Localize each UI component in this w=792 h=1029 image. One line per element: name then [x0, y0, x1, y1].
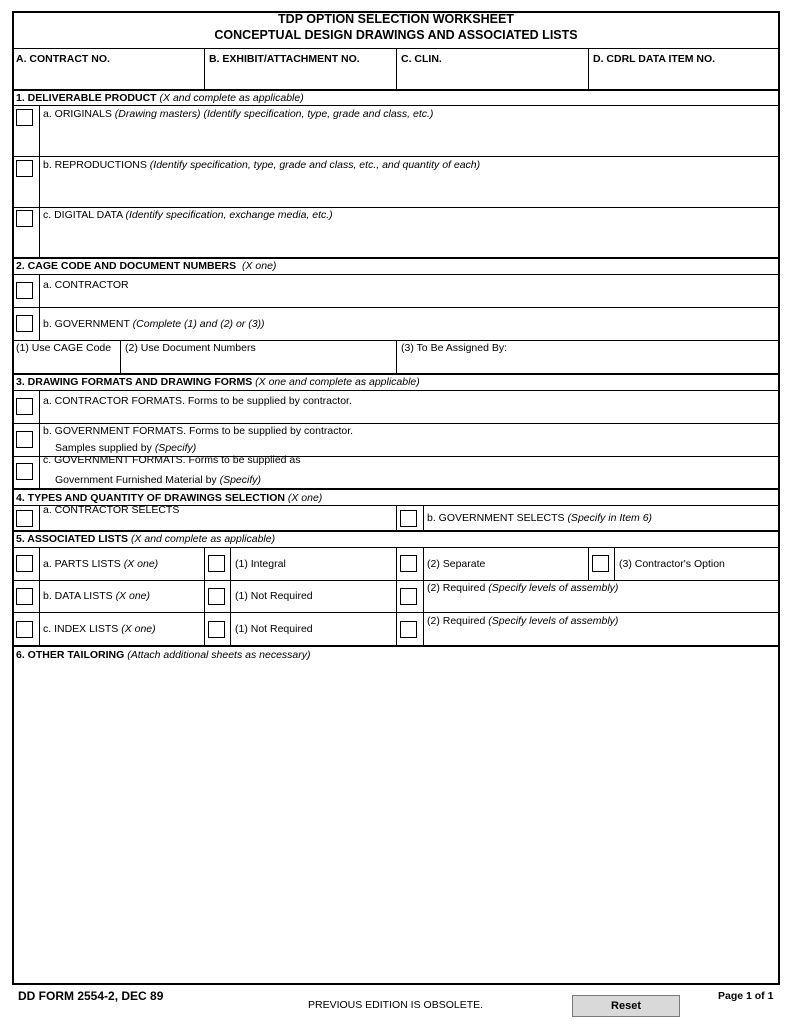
s5c2-input[interactable]: [427, 629, 776, 643]
s5c2-label: [427, 615, 618, 627]
s5c2-checkbox[interactable]: [400, 621, 417, 638]
s2b-checkbox[interactable]: [16, 315, 33, 332]
s5b-text: b. DATA LISTS: [43, 590, 113, 602]
rule-s1b: [12, 207, 780, 208]
s5a-note: (X one): [123, 558, 159, 570]
s2-heading: [16, 260, 276, 272]
s5b-label: [43, 590, 150, 602]
rule-s4: [12, 530, 780, 532]
contract-no-input[interactable]: [16, 68, 200, 86]
rule-s2-head: [12, 274, 780, 275]
s5a-label: [43, 558, 158, 570]
reset-button[interactable]: Reset: [572, 995, 680, 1017]
exhibit-no-input[interactable]: [209, 68, 393, 86]
cdrl-item-input[interactable]: [593, 68, 776, 86]
divider-top-bc: [396, 48, 397, 89]
divider-top-cd: [588, 48, 589, 89]
s6-note: (Attach additional sheets as necessary): [127, 649, 311, 661]
s2a-checkbox[interactable]: [16, 282, 33, 299]
s1c-label: [43, 209, 333, 221]
form-id: DD FORM 2554-2, DEC 89: [18, 989, 164, 1003]
s4-note: (X one): [287, 492, 323, 504]
s3-note: (X one and complete as applicable): [255, 376, 420, 388]
s5b1-label: (1) Not Required: [235, 590, 313, 602]
s2-note: (X one): [241, 260, 277, 272]
s4a-label: a. CONTRACTOR SELECTS: [43, 504, 180, 516]
s5c-checkbox[interactable]: [16, 621, 33, 638]
s5-note: (X and complete as applicable): [130, 533, 276, 545]
s4a-checkbox[interactable]: [16, 510, 33, 527]
cdrl-item-label: D. CDRL DATA ITEM NO.: [593, 53, 716, 65]
s2-doc-numbers-input[interactable]: [125, 356, 393, 371]
s5c-text: c. INDEX LISTS: [43, 623, 119, 635]
s3b-samples-note: (Specify): [154, 442, 197, 454]
s2-cage-code-label: (1) Use CAGE Code: [16, 342, 112, 354]
s5c1-label: (1) Not Required: [235, 623, 313, 635]
s5c2-note: (Specify levels of assembly): [488, 615, 619, 627]
s5a3-label: (3) Contractor's Option: [619, 558, 725, 570]
s3b-samples-input[interactable]: [205, 441, 776, 455]
divider-s5-c: [230, 547, 231, 645]
s3b-label: b. GOVERNMENT FORMATS. Forms to be supplied by contractor.: [43, 425, 354, 437]
s2-assigned-by-input[interactable]: [513, 342, 776, 357]
rule-s3-head: [12, 390, 780, 391]
s1-note: (X and complete as applicable): [159, 92, 304, 104]
s5c-label: [43, 623, 156, 635]
s3c-gfm-label: [55, 474, 261, 486]
s1b-note: (Identify specification, type, grade and class, etc., and quantity of each): [149, 159, 481, 171]
s3c-gfm-note: (Specify): [219, 474, 262, 486]
divider-s2c-23: [396, 340, 397, 373]
form-title-line1: TDP OPTION SELECTION WORKSHEET: [278, 12, 514, 26]
divider-s4-right: [423, 505, 424, 530]
s1a-input[interactable]: [43, 122, 776, 153]
s4-heading: [16, 492, 322, 504]
s1c-text: c. DIGITAL DATA: [43, 209, 123, 221]
s5-title: 5. ASSOCIATED LISTS: [16, 533, 129, 545]
s1c-input[interactable]: [43, 223, 776, 254]
s2b-note: (Complete (1) and (2) or (3)): [132, 318, 265, 330]
clin-input[interactable]: [401, 68, 585, 86]
exhibit-no-label: B. EXHIBIT/ATTACHMENT NO.: [209, 53, 360, 65]
s1-title: 1. DELIVERABLE PRODUCT: [16, 92, 157, 104]
rule-s3a: [12, 423, 780, 424]
s2a-input[interactable]: [43, 291, 776, 305]
s5c-note: (X one): [121, 623, 156, 635]
s1c-checkbox[interactable]: [16, 210, 33, 227]
rule-s5c: [12, 645, 780, 647]
s3c-gfm-text: Government Furnished Material by: [55, 474, 217, 486]
s2-doc-numbers-label: (2) Use Document Numbers: [125, 342, 256, 354]
form-title-line2: CONCEPTUAL DESIGN DRAWINGS AND ASSOCIATED LISTS: [214, 28, 578, 42]
rule-s1c: [12, 257, 780, 259]
s5b1-checkbox[interactable]: [208, 588, 225, 605]
s6-title: 6. OTHER TAILORING: [16, 649, 125, 661]
s5a1-label: (1) Integral: [235, 558, 286, 570]
s1a-note: (Drawing masters) (Identify specification, type, grade and class, etc.): [114, 108, 434, 120]
s1b-checkbox[interactable]: [16, 160, 33, 177]
contract-no-label: A. CONTRACT NO.: [16, 53, 110, 65]
s3-heading: [16, 376, 420, 388]
s4b-note: (Specify in Item 6): [567, 512, 653, 524]
s4b-label: [427, 512, 652, 524]
s5b2-note: (Specify levels of assembly): [488, 582, 619, 594]
divider-s2: [39, 274, 40, 340]
s5a-checkbox[interactable]: [16, 555, 33, 572]
rule-s3c: [12, 488, 780, 490]
divider-s5-f: [588, 547, 589, 580]
s5b2-input[interactable]: [427, 596, 776, 610]
s1c-note: (Identify specification, exchange media, etc.): [125, 209, 333, 221]
s1a-label: [43, 108, 433, 120]
s2-title: 2. CAGE CODE AND DOCUMENT NUMBERS: [16, 260, 237, 272]
divider-s2c-12: [120, 340, 121, 373]
s3b-samples-label: [55, 442, 196, 454]
s1b-input[interactable]: [43, 173, 776, 204]
s5c2-text: (2) Required: [427, 615, 486, 627]
s3a-label: a. CONTRACTOR FORMATS. Forms to be supplied by contractor.: [43, 395, 352, 407]
divider-top-ab: [204, 48, 205, 89]
s5a2-checkbox[interactable]: [400, 555, 417, 572]
s3b-samples-text: Samples supplied by: [55, 442, 152, 454]
s3c-label: c. GOVERNMENT FORMATS. Forms to be supplied as: [43, 454, 301, 466]
s5a-text: a. PARTS LISTS: [43, 558, 121, 570]
rule-s2c: [12, 373, 780, 375]
s5a3-checkbox[interactable]: [592, 555, 609, 572]
divider-s5-b: [204, 547, 205, 645]
divider-s4-mid: [396, 505, 397, 530]
page-number: Page 1 of 1: [718, 990, 774, 1002]
rule-top-fields: [12, 89, 780, 91]
s5b2-checkbox[interactable]: [400, 588, 417, 605]
s1a-text: a. ORIGINALS: [43, 108, 112, 120]
s2a-label: a. CONTRACTOR: [43, 279, 129, 291]
s3a-checkbox[interactable]: [16, 398, 33, 415]
rule-s1-head: [12, 105, 780, 106]
divider-s3: [39, 390, 40, 488]
s5b-checkbox[interactable]: [16, 588, 33, 605]
s5a1-checkbox[interactable]: [208, 555, 225, 572]
s5a2-label: (2) Separate: [427, 558, 486, 570]
s2b-label: [43, 318, 265, 330]
rule-s2a: [12, 307, 780, 308]
s4b-text: b. GOVERNMENT SELECTS: [427, 512, 565, 524]
s1a-checkbox[interactable]: [16, 109, 33, 126]
s1b-text: b. REPRODUCTIONS: [43, 159, 147, 171]
s4b-checkbox[interactable]: [400, 510, 417, 527]
divider-s5-d: [396, 547, 397, 645]
s4-title: 4. TYPES AND QUANTITY OF DRAWINGS SELECTION: [16, 492, 285, 504]
s2-cage-code-input[interactable]: [16, 356, 116, 371]
clin-label: C. CLIN.: [401, 53, 442, 65]
s6-tailoring-input[interactable]: [16, 665, 776, 979]
divider-s5-a: [39, 547, 40, 645]
s5b2-text: (2) Required: [427, 582, 486, 594]
s3-title: 3. DRAWING FORMATS AND DRAWING FORMS: [16, 376, 253, 388]
s5b-note: (X one): [115, 590, 150, 602]
divider-s5-g: [614, 547, 615, 580]
s5c1-checkbox[interactable]: [208, 621, 225, 638]
obsolete-notice: PREVIOUS EDITION IS OBSOLETE.: [308, 999, 484, 1011]
s5b2-label: [427, 582, 618, 594]
s5-heading: [16, 533, 275, 545]
s3c-gfm-input[interactable]: [270, 473, 776, 487]
s1-heading: [16, 92, 304, 104]
s3c-checkbox[interactable]: [16, 463, 33, 480]
s6-heading: [16, 649, 311, 661]
divider-s4-left: [39, 505, 40, 530]
s2-assigned-by-label: (3) To Be Assigned By:: [401, 342, 508, 354]
s1b-label: [43, 159, 480, 171]
s3b-checkbox[interactable]: [16, 431, 33, 448]
divider-s1: [39, 105, 40, 257]
rule-s1a: [12, 156, 780, 157]
divider-s5-e: [423, 547, 424, 645]
s2b-text: b. GOVERNMENT: [43, 318, 130, 330]
